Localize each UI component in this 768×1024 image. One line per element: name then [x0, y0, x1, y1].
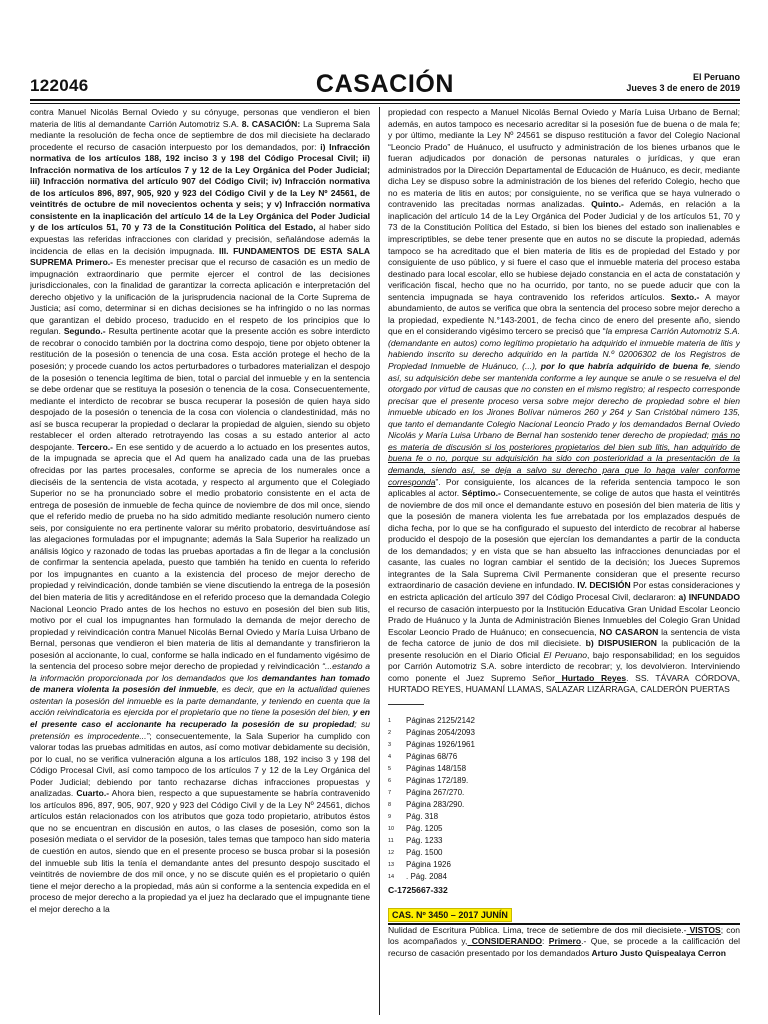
footnote-item	[388, 799, 740, 811]
footnote-text: Páginas 68/76	[406, 751, 458, 761]
footnote-item	[388, 823, 740, 835]
footnote-text: Página 267/270.	[406, 787, 465, 797]
footnote-number: 5	[388, 765, 392, 772]
footnote-item	[388, 859, 740, 871]
footnote-item	[388, 727, 740, 739]
footnote-number: 11	[388, 837, 394, 844]
publication-name: El Peruano	[692, 72, 740, 82]
footnote-number: 14	[388, 873, 395, 880]
footnote-item	[388, 763, 740, 775]
footnote-number: 13	[388, 861, 395, 868]
publication-info	[626, 72, 740, 94]
footnote-number: 12	[388, 849, 395, 856]
case-heading: CAS. Nº 3450 – 2017 JUNÍN	[388, 908, 512, 922]
footnote-text: Páginas 172/189.	[406, 775, 469, 785]
footnote-item	[388, 835, 740, 847]
footnote-number: 6	[388, 777, 392, 784]
footnote-text: Página 1926	[406, 859, 451, 869]
header-rule-thick	[30, 99, 740, 101]
footnote-text: Pág. 318	[406, 811, 439, 821]
footnote-item	[388, 847, 740, 859]
footnote-text: . Pág. 2084	[406, 871, 447, 881]
footnote-text: Página 283/290.	[406, 799, 465, 809]
footnote-number: 4	[388, 753, 392, 760]
footnote-item	[388, 775, 740, 787]
footnote-number: 8	[388, 801, 392, 808]
footnote-text: Páginas 2125/2142	[406, 715, 475, 725]
footnote-text: Pág. 1233	[406, 835, 443, 845]
footnote-text: Páginas 1926/1961	[406, 739, 475, 749]
right-body-text: propiedad con respecto a Manuel Nicolás Bernal Oviedo y María Luisa Urbano de Bernal; además, en autos tampoco es necesario acreditar si la posesión fue de buena o de mala fe; y por último, mediante la Ley Nº 24561 se dispuso restitución a favor del Colegio Nacional “Leoncio Prado” de Huánuco, el usufructo y administración de los bienes urbanos que le fueran adjudicados por donación de personas naturales o jurídicas, y que eran administrados por la Dirección Departamental de Educación de Huánuco, es decir, mediante dicha Ley se dispuso sobre la administración de los bienes del referido Colegio, hecho que no es materia de litis en autos; por consiguiente, no se verifica que se haya vulnerado o contravenido las precitadas normas analizadas. Quinto.- Además, en relación a la inaplicación del artículo 14 de la Ley Orgánica del Poder Judicial y de los artículos 51, 70 y 73 de la Constitución Política del Estado, si bien los bienes del estado son inalienables e imprescriptibles, se debe tener presente que en autos no se discute la propiedad, además tampoco se ha acreditado que el bien materia de litis es de propiedad del Estado y por consiguiente de uso público, y si fuere el caso que el inmueble materia del proceso estaba destinado para local escolar, ello se hubiese dejado constancia en el acta de constatación y verificación fiscal, hecho que no ha ocurrido, por tanto, no se puede aducir que con la sentencia impugnada se haya contravenido los referidos artículos. Sexto.- A mayor abundamiento, de autos se verifica que obra la sentencia del proceso sobre mejor derecho a la propiedad, expediente N.°143-2001, de fecha cinco de enero del presente año, siendo que en el considerando vigésimo tercero se precisó que “la empresa Carrión Automotriz S.A. (demandante en autos) como legítimo propietario ha adquirido el inmueble materia de litis y habiendo inscrito su derecho adquirido en la partida N.º 02006302 de los Registros de Propiedad Inmueble de Huánuco, (...), por lo que habría adquirido de buena fe, siendo así, su adquisición debe ser mantenida conforme a ley aunque se anule o se resuelva el del otorgado por virtud de causas que no consten en el mismo registro; al respecto corresponde precisar que el presente proceso versa sobre mejor derecho de propiedad sobre el bien inmueble ubicado en los Jirones Bolívar números 260 y 264 y San Cristóbal número 135, que tanto el demandante Colegio Nacional Leoncio Prado y los demandados Bernal Oviedo Nicolás y María Luisa Urbano de Bernal han sostenido tener derecho de propiedad; más no es materia de discusión si los posteriores propietarios del bien sub litis, han adquirido de buena fe o no, porque su adquisición ha sido con posterioridad a la presentación de la demanda, siendo así, se deja a salvo su derecho para que lo haga valer conforme corresponda”. Por consiguiente, los alcances de la referida sentencia tampoco le son aplicables al actor. Séptimo.- Consecuentemente, se colige de autos que hasta el veintitrés de noviembre de dos mil once el demandante estuvo en posesión del bien materia de litis y que la posesión de manera violenta les fue arrebatada por los emplazados después de dicha fecha, por lo que se ha configurado el supuesto del interdicto de recobrar al haberse producido el despojo de la posesión que ejercían los demandantes a partir de la conducta de los demandados; y en vista que se han absuelto las infracciones denunciadas por el casante, las cuales no logran cambiar el sentido de la decisión; los Jueces Supremos integrantes de la Sala Suprema Civil Permanente consideran que el presente recurso extraordinario de casación deviene en infundado. IV. DECISIÓN Por estas consideraciones y en estricta aplicación del artículo 397 del Código Procesal Civil, declararon: a) INFUNDADO el recurso de casación interpuesto por la Institución Educativa Gran Unidad Escolar Leoncio Prado de Huánuco y la Junta de Administración Bienes Inmuebles del Colegio Gran Unidad Escolar Leoncio Prado de Huánuco; en consecuencia, NO CASARON la sentencia de vista de fecha catorce de junio de dos mil diecisiete. b) DISPUSIERON la publicación de la presente resolución en el Diario Oficial El Peruano, bajo responsabilidad; en los seguidos por Carrión Automotriz S.A. sobre interdicto de recobrar; y, los devolvieron. Interviniendo como ponente el Juez Supremo Señor Hurtado Reyes. SS. TÁVARA CÓRDOVA, HURTADO REYES, HUAMANÍ LLAMAS, SALAZAR LIZÁRRAGA, CALDERÓN PUERTAS	[388, 107, 740, 695]
page-header	[30, 70, 740, 100]
footnote-number: 9	[388, 813, 392, 820]
right-column	[388, 107, 740, 1019]
publication-code: C-1725667-332	[388, 884, 448, 895]
left-column	[30, 107, 370, 1019]
footnote-number: 10	[388, 825, 395, 832]
footnote-number: 1	[388, 717, 392, 724]
footnote-item	[388, 751, 740, 763]
footnote-item	[388, 871, 740, 883]
next-case	[388, 908, 740, 959]
footnote-text: Páginas 2054/2093	[406, 727, 475, 737]
footnote-number: 2	[388, 729, 392, 736]
footnote-item	[388, 715, 740, 727]
header-rule-thin	[30, 103, 740, 104]
column-divider	[379, 107, 380, 1015]
footnote-item	[388, 787, 740, 799]
left-body-text: contra Manuel Nicolás Bernal Oviedo y su cónyuge, personas que vendieron el bien materia de litis al demandante Carrión Automotriz S.A. 8. CASACIÓN: La Suprema Sala mediante la resolución de fecha once de septiembre de dos mil diecisiete ha declarado procedente el recurso de casación interpuesto por los demandados, por: i) Infracción normativa de los artículos 188, 192 inciso 3 y 198 del Código Procesal Civil; ii) Infracción normativa de los artículos 7 y 12 de la Ley Orgánica del Poder Judicial; iii) Infracción normativa del artículo 907 del Código Civil; iv) Infracción normativa de los artículos 896, 897, 905, 920 y 923 del Código Civil y de la Ley Nº 24561, de veintitrés de octubre de mil novecientos ochenta y seis; y v) Infracción normativa consistente en la inaplicación del artículo 14 de la Ley Orgánica del Poder Judicial y de los artículos 51, 70 y 73 de la Constitución Política del Estado, al haber sido expuestas las referidas infracciones con claridad y precisión, señalándose además la incidencia de ellas en la decisión impugnada. III. FUNDAMENTOS DE ESTA SALA SUPREMA Primero.- Es menester precisar que el recurso de casación es un medio de impugnación extraordinario que permite ejercer el control de las decisiones jurisdiccionales, con la finalidad de garantizar la correcta aplicación e interpretación del derecho objetivo y la unificación de la jurisprudencia nacional de la Corte Suprema de Justicia; así como, determinar si en dichas decisiones se ha infringido o no las normas que garantizan el debido proceso, traducido en el respeto de los principios que lo regulan. Segundo.- Resulta pertinente acotar que la presente acción es sobre interdicto de recobrar o conocido también por la doctrina como despojo, tiene por objeto obtener la restitución de la posesión o tenencia de una cosa. Esta acción protege el hecho de la posesión; y procede cuando los actos perturbadores o turbadores materializan el despojo de la posesión o tenencia legítima de bien, total o parcial del inmueble y en la sentencia se debe ordenar que se restituya la posesión o tenencia de la cosa. Consecuentemente, mediante el interdicto de recobrar se busca recuperar la posesión de quien haya sido despojado de la posesión o tenencia de la cosa con violencia o clandestinidad, más no así se busca recuperar la propiedad o declarar la propiedad de alguien, siendo su objeto restablecer el orden alterado retrotrayendo las cosas a su estado anterior al acto despojante. Tercero.- En ese sentido y de acuerdo a lo actuado en los presentes autos, de la impugnada se aprecia que el Ad quem ha analizado cada una de las pruebas ofrecidas por las partes procesales, conforme se aprecia de los numerales once a dieciséis de la sentencia de vista acotada, y respecto al argumento que el Colegiado Superior no se ha pronunciado sobre el medio probatorio consistente en el acta de entrega de posesión de inmueble de fecha quince de noviembre de dos mil once, siendo que el referido medio de prueba no ha sido admitido mediante resolución numero ciento seis, por consiguiente no era pertinente valorar su mérito probatorio, desvirtuándose así las alegaciones formuladas por el impugnante; además la Sala Superior ha realizado un análisis lógico y razonado de todas las pruebas aportadas a fin de llegar a la conclusión de confirmar la sentencia apelada, puesto que también ha tenido en cuenta lo referido por los impugnantes en cuanto a la existencia del proceso de mejor derecho de propiedad y reivindicación, donde también se viene discutiendo la entrega de la posesión del bien materia de litis y acreditándose en el referido proceso que la demandada Colegio Nacional Leoncio Prado antes de los hechos no estuvo en posesión del bien sub litis, motivo por el cual los impugnantes han formulado la demanda de mejor derecho de propiedad y reivindicación contra Manuel Nicolás Bernal Oviedo y María Luisa Urbano de Bernal, personas que vendieron el bien materia de litis al demandante y transfirieron la posesión al accionante, lo cual, conforme se halla indicado en el fundamento vigésimo de la sentencia del proceso sobre mejor derecho de propiedad y reivindicación “...estando a la información proporcionada por los demandados que los demandantes han tomado de manera violenta la posesión del inmueble, es decir, que en la actualidad quienes ostentan la posesión del inmueble es la parte demandante, y teniendo en cuenta que la acción reivindicatoria es ejercida por el propietario que no tiene la posesión del bien, y en el presente caso el accionante ha recuperado la posesión de su propiedad; su pretensión es improcedente...”; consecuentemente, la Sala Superior ha cumplido con valorar todas las pruebas admitidas en autos, así como motivar debidamente su decisión, por lo cual, no se verifica vulneración alguna a los artículos 188, 192 inciso 3 y 198 del Código Procesal Civil, así como tampoco de los artículos 7 y 12 de la Ley Orgánica del Poder Judicial; debiendo por tanto rechazarse dichas infracciones propuestas y analizadas. Cuarto.- Ahora bien, respecto a que supuestamente se habría contravenido los artículos 896, 897, 905, 907, 920 y 923 del Código Civil y de la Ley Nº 24561, dichos artículos están relacionados con los atributos que goza todo propietario, atributos éstos que no se encuentran en discusión en autos, o las clases de posesión, como son la posesión mediata o el servidor de la posesión, tales temas que tampoco han sido materia de cuestión en autos, siendo que en el presente proceso se busca probar si la posesión del inmueble sub litis la tenía el demandante antes del presunto despojo suscitado el veintitrés de noviembre de dos mil once, y no se discute quién es el propietario o quién tiene el mejor derecho a la propiedad, más aún si conforme a la sentencia expedida en el proceso de mejor derecho a la propiedad ya el juez ha declarado que el impugnante tiene el mejor derecho a la	[30, 107, 370, 914]
footnotes	[388, 715, 740, 883]
footnote-item	[388, 739, 740, 751]
case-text: Nulidad de Escritura Pública. Lima, trece de setiembre de dos mil diecisiete.- VISTOS; con los acompañados y, CONSIDERANDO: Primero.- Que, se procede a la calificación del recurso de casación presentado por los demandados Arturo Justo Quispealaya Cerron	[388, 924, 740, 959]
page-number: 122046	[30, 76, 89, 95]
section-title: CASACIÓN	[315, 70, 455, 98]
footnote-item	[388, 811, 740, 823]
publication-date: Jueves 3 de enero de 2019	[626, 83, 740, 93]
footnote-text: Páginas 148/158	[406, 763, 467, 773]
footnote-text: Pág. 1500	[406, 847, 443, 857]
footnote-text: Pág. 1205	[406, 823, 443, 833]
footnote-rule	[388, 704, 424, 705]
footnote-number: 7	[388, 789, 392, 796]
footnote-number: 3	[388, 741, 392, 748]
